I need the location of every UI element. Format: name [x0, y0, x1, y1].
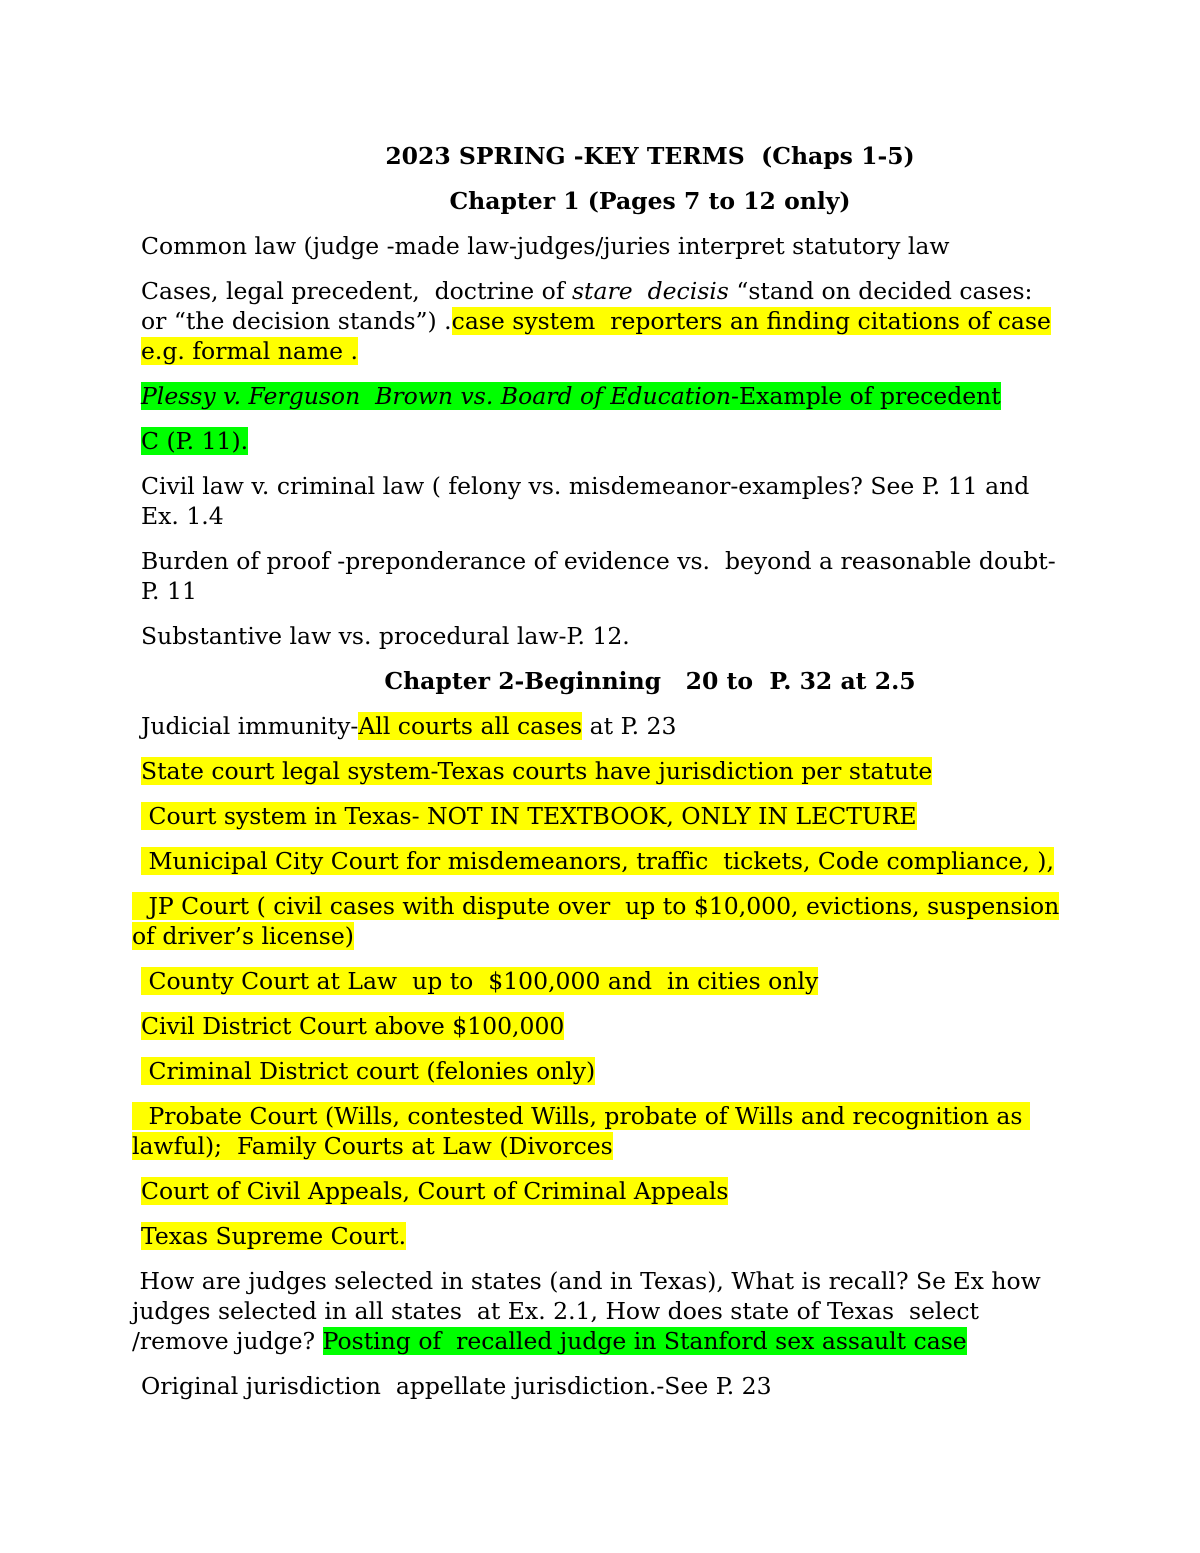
- immunity-label: Judicial immunity-: [141, 712, 359, 740]
- municipal-line: [141, 846, 1081, 876]
- appeals-line: [141, 1176, 1081, 1206]
- probate-line-1: [132, 1101, 1072, 1131]
- c-p11-line: [141, 426, 1081, 456]
- burden-line-2: P. 11: [141, 577, 197, 605]
- judges-line-2: judges selected in all states at Ex. 2.1, How does state of Texas select: [132, 1297, 979, 1325]
- jurisdiction-line: Original jurisdiction appellate jurisdiction.-See P. 23: [141, 1372, 772, 1400]
- cases-quote: “stand on decided cases:: [728, 277, 1033, 305]
- judges-line-1: How are judges selected in states (and in Texas), What is recall? Se Ex how: [132, 1267, 1041, 1295]
- municipal-highlight: Municipal City Court for misdemeanors, traffic tickets, Code compliance, ),: [141, 847, 1054, 875]
- formal-name-highlight: e.g. formal name .: [141, 337, 358, 365]
- jp-court-line-2: [132, 921, 1072, 951]
- case-names: Plessy v. Ferguson Brown vs. Board of Education: [141, 382, 732, 410]
- supreme-court-line: [141, 1221, 1081, 1251]
- state-court-highlight: State court legal system-Texas courts have jurisdiction per statute: [141, 757, 933, 785]
- all-courts-highlight: All courts all cases: [358, 712, 583, 740]
- document-title: 2023 SPRING -KEY TERMS (Chaps 1-5): [385, 142, 915, 170]
- recalled-judge-highlight: Posting of recalled judge in Stanford sex assault case: [322, 1327, 967, 1355]
- immunity-line: [141, 711, 1081, 741]
- civil-district-line: [141, 1011, 1081, 1041]
- remove-judge-text: /remove judge?: [132, 1327, 323, 1355]
- cases-line-3: [141, 336, 1081, 366]
- precedent-line: [141, 381, 1081, 411]
- substantive-line: Substantive law vs. procedural law-P. 12.: [141, 622, 630, 650]
- cases-text: Cases, legal precedent, doctrine of: [141, 277, 572, 305]
- jp-court-line-1: [132, 891, 1072, 921]
- civil-law-line-1: Civil law v. criminal law ( felony vs. misdemeanor-examples? See P. 11 and: [141, 472, 1030, 500]
- jp-court-highlight-2: of driver’s license): [132, 922, 354, 950]
- state-court-line: [141, 756, 1081, 786]
- cases-line-1: [141, 276, 1081, 306]
- precedent-label: -Example of precedent: [731, 382, 1001, 410]
- case-system-highlight: case system reporters an finding citations of case: [451, 307, 1051, 335]
- county-court-line: [141, 966, 1081, 996]
- court-system-line: [141, 801, 1081, 831]
- jp-court-highlight: JP Court ( civil cases with dispute over up to $10,000, evictions, suspension: [132, 892, 1059, 920]
- stare-decisis-term: stare decisis: [572, 277, 729, 305]
- court-system-highlight: Court system in Texas- NOT IN TEXTBOOK, ONLY IN LECTURE: [141, 802, 917, 830]
- immunity-page: at P. 23: [582, 712, 677, 740]
- criminal-district-highlight: Criminal District court (felonies only): [141, 1057, 596, 1085]
- civil-district-highlight: Civil District Court above $100,000: [141, 1012, 565, 1040]
- c-p11-highlight: C (P. 11).: [141, 427, 249, 455]
- county-court-highlight: County Court at Law up to $100,000 and in cities only: [141, 967, 819, 995]
- supreme-court-highlight: Texas Supreme Court.: [141, 1222, 407, 1250]
- chapter-2-heading: Chapter 2-Beginning 20 to P. 32 at 2.5: [384, 667, 916, 695]
- probate-line-2: [132, 1131, 1072, 1161]
- criminal-district-line: [141, 1056, 1081, 1086]
- cases-line-2: [141, 306, 1081, 336]
- burden-line-1: Burden of proof -preponderance of evidence vs. beyond a reasonable doubt-: [141, 547, 1056, 575]
- cases-quote-end: or “the decision stands”) .: [141, 307, 452, 335]
- probate-highlight-2: lawful); Family Courts at Law (Divorces: [132, 1132, 613, 1160]
- appeals-highlight: Court of Civil Appeals, Court of Criminal Appeals: [141, 1177, 729, 1205]
- common-law-line: Common law (judge -made law-judges/juries interpret statutory law: [141, 232, 950, 260]
- chapter-1-heading: Chapter 1 (Pages 7 to 12 only): [449, 187, 851, 215]
- probate-highlight: Probate Court (Wills, contested Wills, probate of Wills and recognition as: [132, 1102, 1030, 1130]
- civil-law-line-2: Ex. 1.4: [141, 502, 224, 530]
- judges-line-3: [132, 1326, 1072, 1356]
